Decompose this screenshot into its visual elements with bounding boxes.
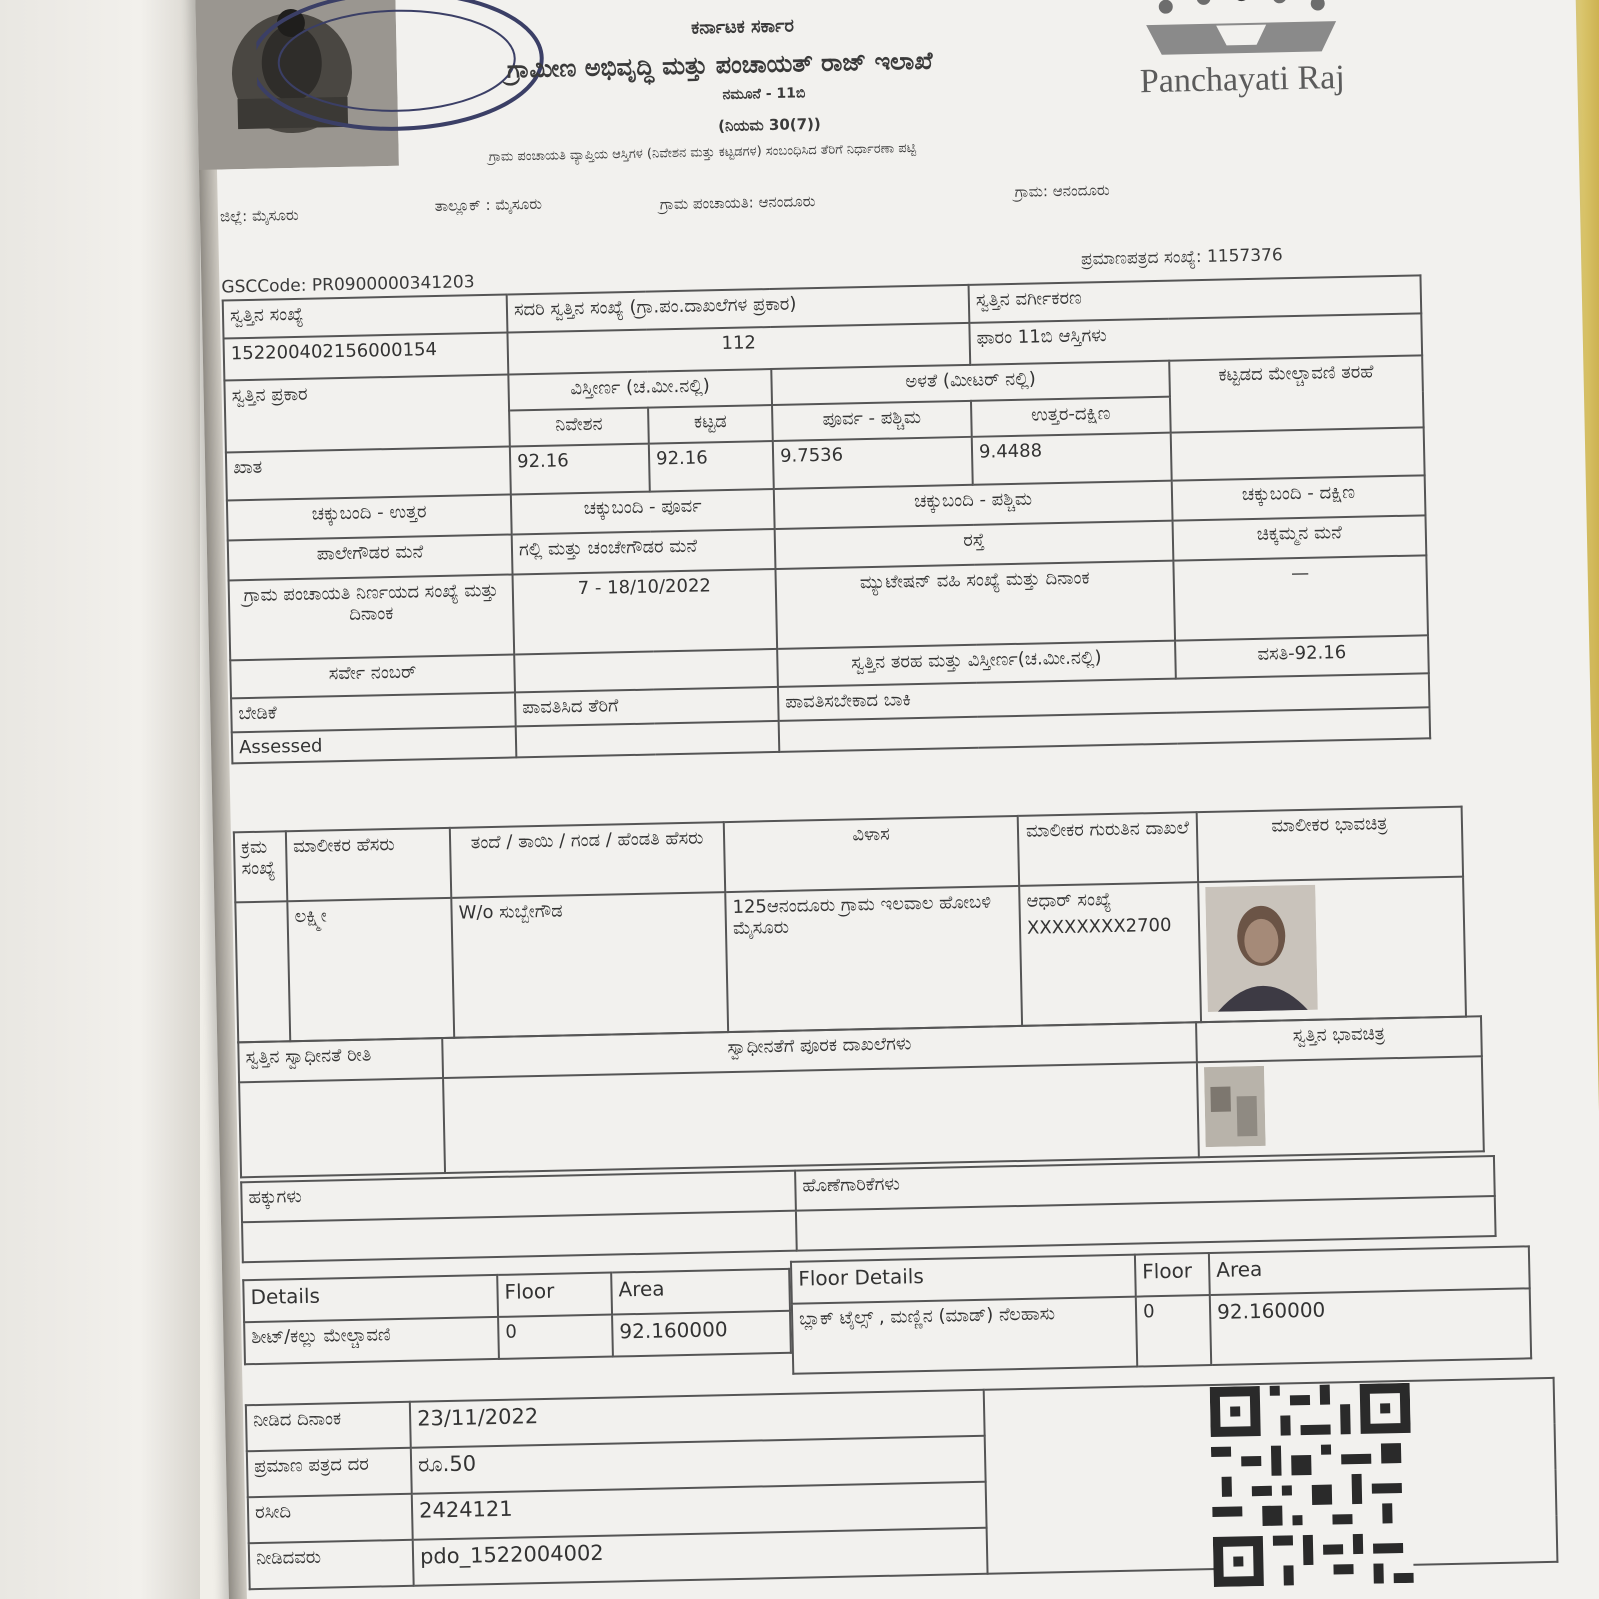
header-details-left: Details [243, 1275, 498, 1322]
owner-address: 125ಆನಂದೂರು ಗ್ರಾಮ ಇಲವಾಲ ಹೋಬಳಿ ಮೈಸೂರು [725, 886, 1022, 1032]
header-supporting-documents: ಸ್ವಾಧೀನತೆಗೆ ಪೂರಕ ದಾಖಲೆಗಳು [442, 1022, 1197, 1078]
possession-table [237, 1015, 1485, 1178]
floor-table-left [242, 1268, 792, 1365]
gp-property-number: 112 [507, 323, 970, 375]
village-label: ಗ್ರಾಮ: ಆನಂದೂರು [1014, 180, 1110, 201]
site-area: 92.16 [510, 444, 650, 495]
logo-text: Panchayati Raj [1139, 58, 1346, 101]
owner-id-type: ಆಧಾರ್ ಸಂಖ್ಯೆ [1026, 889, 1112, 912]
header-area: ವಿಸ್ತೀರ್ಣ (ಚ.ಮೀ.ನಲ್ಲಿ) [508, 369, 772, 410]
header-mutation: ಮ್ಯುಟೇಷನ್ ವಹಿ ಸಂಖ್ಯೆ ಮತ್ತು ದಿನಾಂಕ [775, 561, 1175, 649]
header-north-south: ಉತ್ತರ-ದಕ್ಷಿಣ [971, 397, 1171, 437]
floor-details-left: ಶೀಟ್/ಕಲ್ಲು ಮೇಲ್ಚಾವಣಿ [244, 1317, 499, 1364]
issue-date: 23/11/2022 [410, 1390, 985, 1448]
receipt-number: 2424121 [412, 1482, 987, 1540]
header-east-west: ಪೂರ್ವ - ಪಶ್ಚಿಮ [772, 401, 972, 441]
north-south-length: 9.4488 [972, 433, 1172, 485]
owner-photo [1205, 885, 1318, 1012]
header-property-number: ಸ್ವತ್ತಿನ ಸಂಖ್ಯೆ [223, 295, 508, 339]
header-rights: ಹಕ್ಕುಗಳು [241, 1171, 796, 1223]
taluk-label: ತಾಲ್ಲೂಕ್ : ಮೈಸೂರು [434, 194, 543, 216]
owner-id-cell [1019, 882, 1201, 1026]
header-issued-by: ನೀಡಿದವರು [249, 1540, 414, 1589]
header-site: ನಿವೇಶನ [509, 408, 649, 447]
header-floor-left: Floor [497, 1273, 612, 1317]
header-boundary-east: ಚಕ್ಕುಬಂದಿ - ಪೂರ್ವ [511, 489, 775, 534]
header-address: ವಿಳಾಸ [724, 816, 1019, 892]
qr-code-icon [1210, 1383, 1414, 1587]
property-photo [1204, 1066, 1266, 1147]
header-floor-details-right: Floor Details [791, 1255, 1136, 1304]
boundary-south: ಚಿಕ್ಕಮ್ಮನ ಮನೆ [1173, 515, 1427, 560]
header-certificate-fee: ಪ್ರಮಾಣ ಪತ್ರದ ದರ [247, 1448, 412, 1497]
header-owner-id: ಮಾಲೀಕರ ಗುರುತಿನ ದಾಖಲೆ [1018, 812, 1198, 886]
gsc-code: GSCCode: PR0900000341203 [221, 272, 475, 298]
property-type: ಖಾತ [226, 447, 511, 501]
building-area: 92.16 [649, 441, 774, 492]
form-subtitle: ಗ್ರಾಮ ಪಂಚಾಯತಿ ವ್ಯಾಪ್ತಿಯ ಆಸ್ತಿಗಳ (ನಿವೇಶನ ಮತ್ತು ಕಟ್ಟಡಗಳ) ಸಂಬಂಧಿಸಿದ ತೆರಿಗೆ ನಿರ್ಧಾರಣಾ ಪಟ್ಟಿ [488, 140, 917, 165]
property-use-area: ವಸತಿ-92.16 [1175, 635, 1429, 678]
boundary-east: ಗಲ್ಲಿ ಮತ್ತು ಚಂಚೇಗೌಡರ ಮನೆ [512, 529, 776, 574]
mutation-number-date: — [1173, 555, 1428, 640]
certificate-fee: ರೂ.50 [411, 1436, 986, 1494]
form-11b-sheet [195, 0, 1599, 1599]
gram-panchayat-label: ಗ್ರಾಮ ಪಂಚಾಯತಿ: ಆನಂದೂರು [659, 192, 816, 214]
header-dimensions: ಅಳತೆ (ಮೀಟರ್ ನಲ್ಲಿ) [771, 361, 1170, 405]
header-owner-name: ಮಾಲೀಕರ ಹೆಸರು [286, 828, 451, 901]
possession-method [239, 1078, 445, 1177]
owner-name: ಲಕ್ಷ್ಮೀ [287, 898, 454, 1041]
header-serial: ಕ್ರಮ ಸಂಖ್ಯೆ [234, 831, 287, 902]
floor-number-right: 0 [1136, 1295, 1211, 1367]
header-boundary-north: ಚಕ್ಕುಬಂದಿ - ಉತ್ತರ [227, 494, 512, 540]
district-label: ಜಿಲ್ಲೆ: ಮೈಸೂರು [219, 205, 299, 226]
department-title: ಗ್ರಾಮೀಣ ಅಭಿವೃದ್ಧಿ ಮತ್ತು ಪಂಚಾಯತ್ ರಾಜ್ ಇಲಾಖೆ [506, 46, 933, 84]
floor-table-right [790, 1245, 1532, 1374]
header-resolution: ಗ್ರಾಮ ಪಂಚಾಯತಿ ನಿರ್ಣಯದ ಸಂಖ್ಯೆ ಮತ್ತು ದಿನಾಂಕ [229, 574, 515, 660]
property-number: 152200402156000154 [224, 333, 509, 381]
header-property-use-area: ಸ್ವತ್ತಿನ ತರಹ ಮತ್ತು ವಿಸ್ತೀರ್ಣ(ಚ.ಮೀ.ನಲ್ಲಿ) [777, 641, 1176, 687]
owner-serial [235, 901, 290, 1042]
header-demand: ಬೇಡಿಕೆ [231, 692, 516, 732]
header-liabilities: ಹೊಣೆಗಾರಿಕೆಗಳು [795, 1156, 1495, 1211]
owner-id-number: XXXXXXXX2700 [1026, 914, 1172, 939]
header-relation-name: ತಂದೆ / ತಾಯಿ / ಗಂಡ / ಹೆಂಡತಿ ಹೆಸರು [450, 822, 725, 898]
header-area-right: Area [1209, 1246, 1530, 1295]
supporting-documents [443, 1062, 1199, 1173]
header-tax-paid: ಪಾವತಿಸಿದ ತೆರಿಗೆ [515, 687, 779, 727]
rule-reference: (ನಿಯಮ 30(7)) [717, 114, 821, 136]
floor-number-left: 0 [498, 1315, 613, 1359]
header-issue-date: ನೀಡಿದ ದಿನಾಂಕ [246, 1402, 411, 1451]
east-west-length: 9.7536 [773, 437, 973, 489]
header-survey-number: ಸರ್ವೇ ನಂಬರ್ [230, 654, 515, 698]
header-floor-right: Floor [1135, 1253, 1210, 1297]
header-building: ಕಟ್ಟಡ [648, 405, 773, 444]
header-balance-due: ಪಾವತಿಸಬೇಕಾದ ಬಾಕಿ [778, 673, 1430, 721]
property-photo-cell [1197, 1056, 1484, 1157]
govt-title: ಕರ್ನಾಟಕ ಸರ್ಕಾರ [690, 15, 795, 39]
header-boundary-west: ಚಕ್ಕುಬಂದಿ - ಪಶ್ಚಿಮ [774, 481, 1173, 529]
issued-by: pdo_1522004002 [413, 1528, 988, 1586]
panchayati-raj-logo [1125, 0, 1358, 120]
survey-number [514, 649, 778, 692]
floor-area-left: 92.160000 [612, 1311, 791, 1357]
boundary-west: ರಸ್ತೆ [775, 521, 1174, 569]
owner-details-table [233, 806, 1467, 1044]
header-owner-photo: ಮಾಲೀಕರ ಭಾವಚಿತ್ರ [1197, 807, 1463, 883]
demand-value: Assessed [232, 726, 517, 763]
left-page [0, 0, 200, 1599]
header-boundary-south: ಚಕ್ಕುಬಂದಿ - ದಕ್ಷಿಣ [1172, 475, 1426, 520]
property-details-table [222, 274, 1431, 764]
resolution-number-date: 7 - 18/10/2022 [513, 569, 778, 654]
header-property-type: ಸ್ವತ್ತಿನ ಪ್ರಕಾರ [224, 375, 509, 453]
owner-relation: W/o ಸುಬ್ಬೇಗೌಡ [451, 892, 728, 1038]
certificate-number: ಪ್ರಮಾಣಪತ್ರದ ಸಂಖ್ಯೆ: 1157376 [1080, 245, 1283, 270]
floor-details-right: ಬ್ಲಾಕ್ ಟೈಲ್ಸ್ , ಮಣ್ಣಿನ (ಮಾಡ್) ನೆಲಹಾಸು [792, 1297, 1137, 1374]
classification: ಫಾರಂ 11ಬಿ ಆಸ್ತಿಗಳು [969, 313, 1422, 364]
roof-type [1171, 427, 1425, 480]
boundary-north: ಪಾಲೇಗೌಡರ ಮನೆ [228, 534, 513, 580]
header-roof-type: ಕಟ್ಟಡದ ಮೇಲ್ಚಾವಣಿ ತರಹೆ [1169, 355, 1423, 432]
owner-photo-cell [1198, 877, 1466, 1023]
header-classification: ಸ್ವತ್ತಿನ ವರ್ಗೀಕರಣ [969, 275, 1422, 322]
panchayati-raj-logo-icon [1125, 0, 1357, 66]
floor-area-right: 92.160000 [1210, 1288, 1531, 1365]
header-possession-method: ಸ್ವತ್ತಿನ ಸ್ವಾಧೀನತೆ ರೀತಿ [238, 1038, 443, 1082]
form-number: ನಮೂನೆ - 11ಬಿ [722, 85, 806, 103]
header-area-left: Area [611, 1269, 790, 1315]
tax-paid-value [516, 721, 780, 758]
header-gp-property-number: ಸದರಿ ಸ್ವತ್ತಿನ ಸಂಖ್ಯೆ (ಗ್ರಾ.ಪಂ.ದಾಖಲೆಗಳ ಪ್ರಕಾರ) [507, 285, 970, 333]
header-receipt: ರಸೀದಿ [248, 1494, 413, 1543]
header-property-photo: ಸ್ವತ್ತಿನ ಭಾವಚಿತ್ರ [1196, 1016, 1482, 1062]
